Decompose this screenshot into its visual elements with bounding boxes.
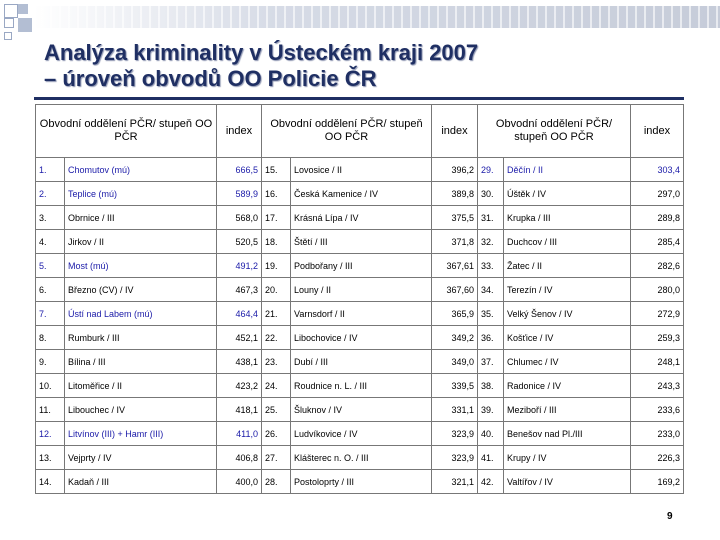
rank-cell: 30.	[478, 182, 504, 206]
index-cell: 400,0	[217, 470, 262, 494]
department-cell: Postoloprty / III	[291, 470, 432, 494]
index-cell: 467,3	[217, 278, 262, 302]
index-cell: 243,3	[631, 374, 684, 398]
department-cell: Libochovice / IV	[291, 326, 432, 350]
table-row	[36, 350, 684, 374]
index-cell: 321,1	[432, 470, 478, 494]
index-cell: 272,9	[631, 302, 684, 326]
department-cell: Dubí / III	[291, 350, 432, 374]
department-cell: Bílina / III	[65, 350, 217, 374]
department-cell: Chomutov (mú)	[65, 158, 217, 182]
crime-index-table	[35, 104, 684, 494]
department-cell: Podbořany / III	[291, 254, 432, 278]
index-cell: 233,6	[631, 398, 684, 422]
page-number: 9	[667, 511, 673, 522]
rank-cell: 19.	[262, 254, 291, 278]
department-cell: Jirkov / II	[65, 230, 217, 254]
rank-cell: 15.	[262, 158, 291, 182]
department-cell: Varnsdorf / II	[291, 302, 432, 326]
rank-cell: 13.	[36, 446, 65, 470]
index-cell: 323,9	[432, 446, 478, 470]
title-line-2: – úroveň obvodů OO Policie ČR	[44, 66, 377, 91]
table-row	[36, 374, 684, 398]
table-row	[36, 422, 684, 446]
department-cell: Velký Šenov / IV	[504, 302, 631, 326]
header-index: index	[432, 105, 478, 158]
department-cell: Chlumec / IV	[504, 350, 631, 374]
index-cell: 259,3	[631, 326, 684, 350]
title-line-1: Analýza kriminality v Ústeckém kraji 2007	[44, 40, 479, 65]
header-dept: Obvodní oddělení PČR/ stupeň OO PČR	[478, 105, 631, 158]
index-cell: 452,1	[217, 326, 262, 350]
rank-cell: 35.	[478, 302, 504, 326]
index-cell: 365,9	[432, 302, 478, 326]
index-cell: 285,4	[631, 230, 684, 254]
index-cell: 389,8	[432, 182, 478, 206]
rank-cell: 10.	[36, 374, 65, 398]
rank-cell: 36.	[478, 326, 504, 350]
rank-cell: 5.	[36, 254, 65, 278]
rank-cell: 42.	[478, 470, 504, 494]
table-row	[36, 206, 684, 230]
rank-cell: 17.	[262, 206, 291, 230]
rank-cell: 21.	[262, 302, 291, 326]
department-cell: Litoměřice / II	[65, 374, 217, 398]
index-cell: 423,2	[217, 374, 262, 398]
index-cell: 349,2	[432, 326, 478, 350]
decor-square	[4, 4, 18, 18]
rank-cell: 29.	[478, 158, 504, 182]
decor-square	[18, 4, 28, 14]
decor-square	[18, 18, 32, 32]
decor-square	[4, 18, 14, 28]
slide-title	[44, 40, 694, 92]
department-cell: Úštěk / IV	[504, 182, 631, 206]
department-cell: Meziboří / III	[504, 398, 631, 422]
rank-cell: 16.	[262, 182, 291, 206]
rank-cell: 33.	[478, 254, 504, 278]
header-dept: Obvodní oddělení PČR/ stupeň OO PČR	[262, 105, 432, 158]
table-row	[36, 158, 684, 182]
rank-cell: 22.	[262, 326, 291, 350]
department-cell: Vejprty / IV	[65, 446, 217, 470]
index-cell: 371,8	[432, 230, 478, 254]
department-cell: Duchcov / III	[504, 230, 631, 254]
header-band	[34, 6, 720, 28]
index-cell: 568,0	[217, 206, 262, 230]
header-index: index	[631, 105, 684, 158]
rank-cell: 37.	[478, 350, 504, 374]
table-row	[36, 230, 684, 254]
department-cell: Krásná Lípa / IV	[291, 206, 432, 230]
department-cell: Lovosice / II	[291, 158, 432, 182]
index-cell: 418,1	[217, 398, 262, 422]
index-cell: 367,60	[432, 278, 478, 302]
rank-cell: 32.	[478, 230, 504, 254]
rank-cell: 40.	[478, 422, 504, 446]
index-cell: 349,0	[432, 350, 478, 374]
department-cell: Krupka / III	[504, 206, 631, 230]
rank-cell: 20.	[262, 278, 291, 302]
index-cell: 297,0	[631, 182, 684, 206]
department-cell: Louny / II	[291, 278, 432, 302]
index-cell: 282,6	[631, 254, 684, 278]
rank-cell: 31.	[478, 206, 504, 230]
table-row	[36, 446, 684, 470]
index-cell: 280,0	[631, 278, 684, 302]
index-cell: 375,5	[432, 206, 478, 230]
table-row	[36, 254, 684, 278]
rank-cell: 12.	[36, 422, 65, 446]
rank-cell: 8.	[36, 326, 65, 350]
rank-cell: 39.	[478, 398, 504, 422]
rank-cell: 41.	[478, 446, 504, 470]
table-row	[36, 302, 684, 326]
rank-cell: 2.	[36, 182, 65, 206]
department-cell: Košťice / IV	[504, 326, 631, 350]
department-cell: Valtířov / IV	[504, 470, 631, 494]
department-cell: Litvínov (III) + Hamr (III)	[65, 422, 217, 446]
header-dept: Obvodní oddělení PČR/ stupeň OO PČR	[36, 105, 217, 158]
index-cell: 411,0	[217, 422, 262, 446]
department-cell: Děčín / II	[504, 158, 631, 182]
rank-cell: 38.	[478, 374, 504, 398]
rank-cell: 26.	[262, 422, 291, 446]
department-cell: Česká Kamenice / IV	[291, 182, 432, 206]
rank-cell: 9.	[36, 350, 65, 374]
header-index: index	[217, 105, 262, 158]
rank-cell: 3.	[36, 206, 65, 230]
department-cell: Žatec / II	[504, 254, 631, 278]
title-rule	[34, 97, 684, 100]
department-cell: Roudnice n. L. / III	[291, 374, 432, 398]
department-cell: Ústí nad Labem (mú)	[65, 302, 217, 326]
index-cell: 406,8	[217, 446, 262, 470]
department-cell: Most (mú)	[65, 254, 217, 278]
rank-cell: 7.	[36, 302, 65, 326]
table-row	[36, 278, 684, 302]
rank-cell: 23.	[262, 350, 291, 374]
index-cell: 169,2	[631, 470, 684, 494]
rank-cell: 27.	[262, 446, 291, 470]
department-cell: Březno (CV) / IV	[65, 278, 217, 302]
department-cell: Klášterec n. O. / III	[291, 446, 432, 470]
rank-cell: 24.	[262, 374, 291, 398]
department-cell: Terezín / IV	[504, 278, 631, 302]
index-cell: 396,2	[432, 158, 478, 182]
table-row	[36, 326, 684, 350]
table-header-row	[36, 105, 684, 158]
index-cell: 248,1	[631, 350, 684, 374]
index-cell: 331,1	[432, 398, 478, 422]
rank-cell: 11.	[36, 398, 65, 422]
index-cell: 589,9	[217, 182, 262, 206]
rank-cell: 4.	[36, 230, 65, 254]
department-cell: Krupy / IV	[504, 446, 631, 470]
department-cell: Kadaň / III	[65, 470, 217, 494]
index-cell: 339,5	[432, 374, 478, 398]
index-cell: 438,1	[217, 350, 262, 374]
index-cell: 289,8	[631, 206, 684, 230]
rank-cell: 34.	[478, 278, 504, 302]
index-cell: 233,0	[631, 422, 684, 446]
index-cell: 226,3	[631, 446, 684, 470]
department-cell: Radonice / IV	[504, 374, 631, 398]
index-cell: 367,61	[432, 254, 478, 278]
rank-cell: 18.	[262, 230, 291, 254]
index-cell: 303,4	[631, 158, 684, 182]
department-cell: Rumburk / III	[65, 326, 217, 350]
index-cell: 464,4	[217, 302, 262, 326]
index-cell: 323,9	[432, 422, 478, 446]
department-cell: Obrnice / III	[65, 206, 217, 230]
department-cell: Šluknov / IV	[291, 398, 432, 422]
rank-cell: 1.	[36, 158, 65, 182]
rank-cell: 6.	[36, 278, 65, 302]
department-cell: Benešov nad Pl./III	[504, 422, 631, 446]
table-row	[36, 470, 684, 494]
department-cell: Libouchec / IV	[65, 398, 217, 422]
rank-cell: 25.	[262, 398, 291, 422]
decor-square	[4, 32, 12, 40]
table-row	[36, 398, 684, 422]
index-cell: 666,5	[217, 158, 262, 182]
rank-cell: 28.	[262, 470, 291, 494]
department-cell: Teplice (mú)	[65, 182, 217, 206]
table-row	[36, 182, 684, 206]
department-cell: Ludvíkovice / IV	[291, 422, 432, 446]
rank-cell: 14.	[36, 470, 65, 494]
index-cell: 491,2	[217, 254, 262, 278]
index-cell: 520,5	[217, 230, 262, 254]
department-cell: Štětí / III	[291, 230, 432, 254]
